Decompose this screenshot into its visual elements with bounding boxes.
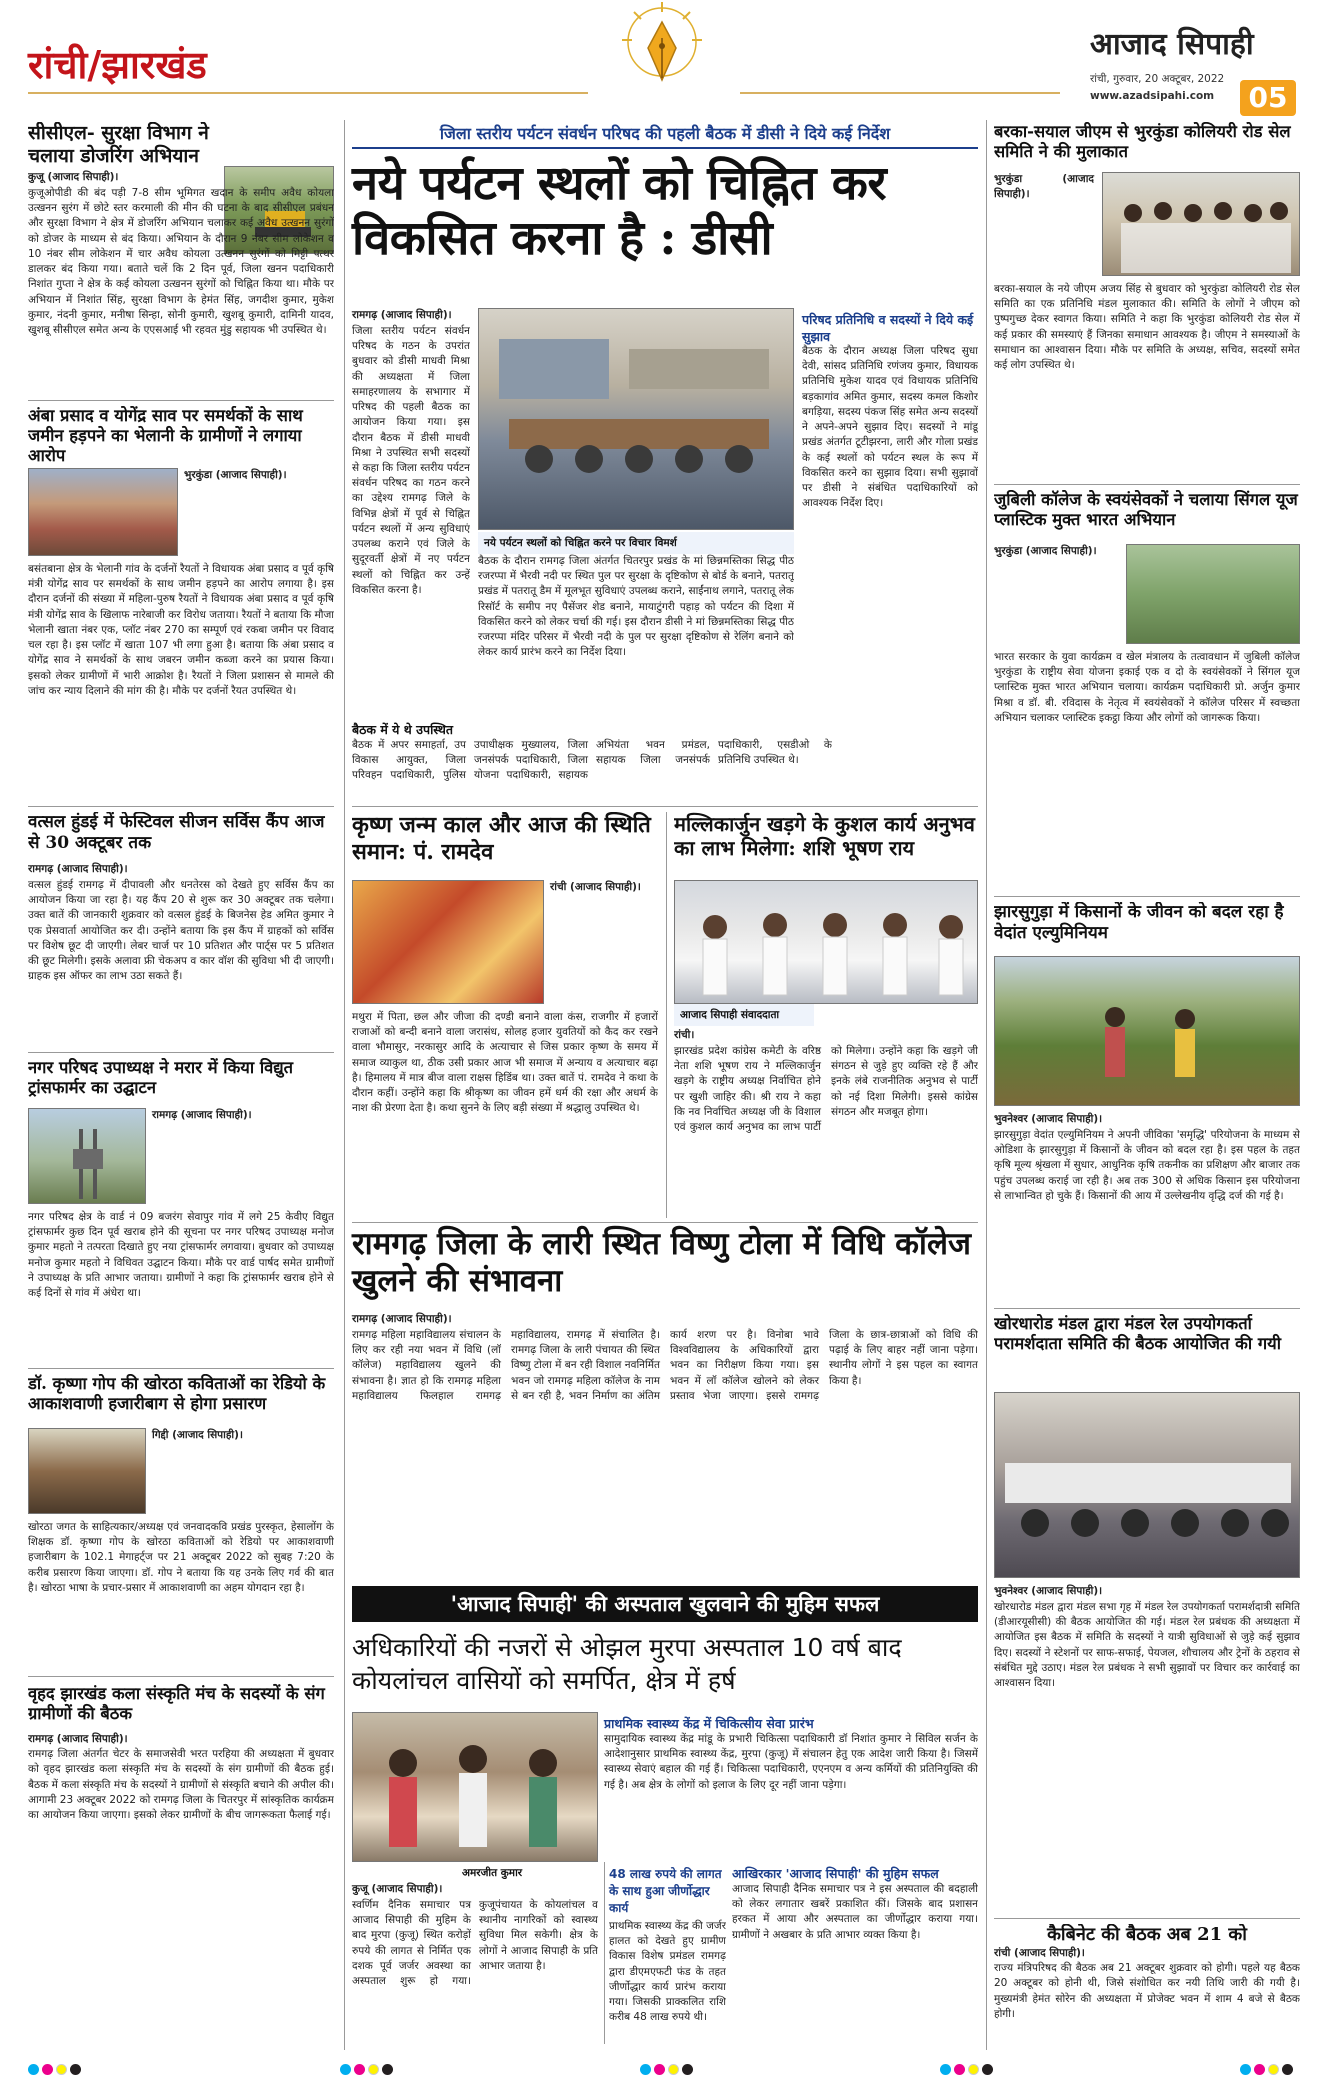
- pandit-photo: [352, 880, 544, 1004]
- pen-nib-logo: [614, 0, 710, 96]
- hospital-dateline: कुजू (आजाद सिपाही)।: [352, 1883, 443, 1895]
- gm-meeting-photo: [1102, 172, 1300, 276]
- article-jubilee: [994, 490, 1300, 890]
- article-text: बसंतबाना क्षेत्र के भेलानी गांव के दर्जनों रैयतों ने विधायक अंबा प्रसाद व पूर्व कृषि मंत्री योगेंद्र साव पर समर्थकों के साथ जमीन हड़पने का आरोप लगाया है। इस दौरान दर्जनों की संख्या में महिला-पुरुष रैयतों ने विधायक अंबा प्रसाद व पूर्व कृषि मंत्री योगेंद्र साव के खिलाफ नारेबाजी कर विरोध जताया। रैयतों ने बताया कि मौजा भेलानी खाता नंबर एक, प्लॉट नंबर 270 का सम्पूर्ण एवं रकबा जमीन पर विवाद चल रहा है। इस प्लॉट में खाता 107 भी लगा हुआ है। बताया कि अंबा प्रसाद व योगेंद्र साव ने समर्थकों के साथ जबरन जमीन कब्जा करने का प्रयास किया। इसको लेकर ग्रामीणों में भारी आक्रोश है। रैयतों ने जिला प्रशासन से मामले की जांच कर न्याय दिलाने की मांग की है। मौके पर दर्जनों रैयत उपस्थित थे।: [28, 563, 334, 697]
- color-dot: [640, 2064, 651, 2075]
- article-text: बरका-सयाल के नये जीएम अजय सिंह से बुधवार को भुरकुंडा कोलियरी रोड सेल समिति का एक प्रतिनिधि मंडल मुलाकात की। समिति के लोगों ने जीएम को पुष्पगुच्छ देकर स्वागत किया। समिति ने कहा कि भुरकुंडा कोलियरी रोड सेल में कई प्रकार की समस्याएं हैं जिनका समाधान आवश्यक है। जीएम ने समस्याओं के समाधान का आश्वासन दिया। मौके पर समिति के अध्यक्ष, सचिव, सदस्यों समेत कई लोग उपस्थित थे।: [994, 283, 1300, 372]
- article-barka-sayal: [994, 122, 1300, 478]
- article-cabinet: [994, 1924, 1300, 2046]
- hospital-byline: अमरजीत कुमार: [462, 1867, 523, 1879]
- masthead-rule-mid: [740, 92, 1060, 94]
- rule: [352, 806, 978, 807]
- rule: [28, 1052, 334, 1053]
- article-dateline: रामगढ़ (आजाद सिपाही)।: [28, 1733, 128, 1745]
- color-dot: [368, 2064, 379, 2075]
- paper-name: आजाद सिपाही: [1090, 27, 1254, 62]
- color-dot: [42, 2064, 53, 2075]
- article-khordha-road: [994, 1314, 1300, 1912]
- article-dateline: रामगढ़ (आजाद सिपाही)।: [28, 863, 128, 875]
- headline-culture: वृहद झारखंड कला संस्कृति मंच के सदस्यों के संग ग्रामीणों की बैठक: [28, 1684, 325, 1724]
- volunteers-photo: [1126, 544, 1300, 644]
- color-dot: [682, 2064, 693, 2075]
- article-dateline: रामगढ़ (आजाद सिपाही)।: [152, 1109, 252, 1121]
- cost-box-body: प्राथमिक स्वास्थ्य केंद्र की जर्जर हालत को देखते हुए ग्रामीण विकास विशेष प्रमंडल रामगढ़ द्वारा डीएमएफटी फंड के तहत जीर्णोद्धार कार्य प्रारंभ कराया गया। जिसकी प्राक्कलित राशि करीब 48 लाख रुपये थी।: [609, 1920, 726, 2024]
- rule: [666, 812, 667, 1218]
- article-vedanta: [994, 902, 1300, 1302]
- rule: [994, 896, 1300, 897]
- article-text: राज्य मंत्रिपरिषद की बैठक अब 21 अक्टूबर शुक्रवार को होगी। पहले यह बैठक 20 अक्टूबर को होनी थी, जिसे संशोधित कर नयी तिथि जारी की गयी है। मुख्यमंत्री हेमंत सोरेन की अध्यक्षता में प्रोजेक्ट भवन में शाम 4 बजे से बैठक होगी।: [994, 1962, 1300, 2020]
- article-dateline: गिद्दी (आजाद सिपाही)।: [152, 1429, 243, 1441]
- article-dateline: भुवनेश्वर (आजाद सिपाही)।: [994, 1113, 1103, 1125]
- headline: कैबिनेट की बैठक अब 21 को: [1047, 1924, 1247, 1945]
- headline: कृष्ण जन्म काल और आज की स्थिति समान: पं. रामदेव: [352, 812, 651, 865]
- color-dot: [1268, 2064, 1279, 2075]
- lead-column-1: जिला स्तरीय पर्यटन संवर्धन परिषद के गठन के उपरांत बुधवार को डीसी माधवी मिश्रा की अध्यक्षता में जिला समाहरणालय के सभागार में परिषद की पहली बैठक का आयोजन किया गया। इस दौरान बैठक में डीसी माधवी मिश्रा ने उपस्थित सभी सदस्यों से कहा कि जिला स्तरीय पर्यटन संवर्धन परिषद का गठन करने का उद्देश्य रामगढ़ जिले के विभिन्न क्षेत्रों में पूर्व से चिह्नित पर्यटन स्थलों में अन्य सुविधाएं उपलब्ध कराने एवं जिले के सुदूरवर्ती क्षेत्रों में नए पर्यटन स्थलों को चिह्नित कर उन्हें विकसित करना है।: [352, 325, 470, 596]
- article-text: खोरधारोड मंडल द्वारा मंडल सभा गृह में मंडल रेल उपयोगकर्ता परामर्शदात्री समिति (डीआरयूसीसी) की बैठक आयोजित की गई। मंडल रेल प्रबंधक की अध्यक्षता में आयोजित इस बैठक में समिति के सदस्यों ने यात्री सुविधाओं से जुड़े कई सुझाव दिए। सदस्यों ने स्टेशनों पर साफ-सफाई, पेयजल, शौचालय और ट्रेनों के ठहराव से संबंधित मुद्दे उठाए। मंडल रेल प्रबंधक ने सभी सुझावों पर विचार कर कार्रवाई का आश्वासन दिया।: [994, 1601, 1300, 1690]
- issue-date: रांची, गुरुवार, 20 अक्टूबर, 2022: [1090, 73, 1225, 85]
- masthead-rule-left: [28, 92, 588, 94]
- article-text: मथुरा में पिता, छल और जीजा की दण्डी बनाने वाला कंस, राजगीर में हजारों राजाओं को बन्दी बनाने वाला जरासंध, सोलह हजार युवतियों को कैद कर रखने वाला भौमासुर, नरकासुर आदि के अत्याचार से जिस प्रकार कृष्ण के समय में समाज व्याकुल था, ठीक उसी प्रकार आज भी समाज में अन्याय व अत्याचार बढ़ा है। हिमालय में मात्र बीज वाला राक्षस हिडिंब था। उक्त बातें पं. रामदेव ने कथा के दौरान कहीं। उन्होंने कहा कि श्रीकृष्ण का जीवन हमें धर्म की रक्षा और अधर्म के नाश की प्रेरणा देता है। कथा सुनने के लिए बड़ी संख्या में श्रद्धालु उपस्थित थे।: [352, 1011, 658, 1115]
- article-culture: [28, 1732, 334, 2047]
- rule: [352, 1222, 978, 1223]
- headline: खोरधारोड मंडल द्वारा मंडल रेल उपयोगकर्ता परामर्शदाता समिति की बैठक आयोजित की गयी: [994, 1314, 1281, 1354]
- center-column: [352, 122, 978, 2047]
- vidhi-dateline: रामगढ़ (आजाद सिपाही)।: [352, 1313, 452, 1325]
- article-text: नगर परिषद क्षेत्र के वार्ड नं 09 बजरंग सेवापुर गांव में लगे 25 केवीए विद्युत ट्रांसफार्मर कुछ दिन पूर्व खराब होने की सूचना पर नगर परिषद उपाध्यक्ष मनोज कुमार महतो ने तत्परता दिखाते हुए नया ट्रांसफार्मर लगवाया। बुधवार को उपाध्यक्ष मनोज कुमार महतो ने विधिवत उद्घाटन किया। मौके पर वार्ड पार्षद समेत ग्रामीणों ने उपाध्यक्ष के प्रति आभार जताया। ग्रामीणों ने कहा कि ट्रांसफार्मर खराब होने से कई दिनों से गांव में अंधेरा था।: [28, 1211, 334, 1300]
- lead-column-1b: बैठक में अपर समाहर्ता, उप विकास आयुक्त, जिला परिवहन पदाधिकारी, पुलिस उपाधीक्षक मुख्यालय, जिला जनसंपर्क पदाधिकारी, जिला योजना पदाधिकारी, सहायक अभियंता भवन प्रमंडल, सहायक जिला जनसंपर्क पदाधिकारी, एसडीओ के प्रतिनिधि उपस्थित थे।: [352, 739, 832, 782]
- article-dateline: भुरकुंडा (आजाद सिपाही)।: [994, 173, 1094, 201]
- registration-marks-mid-2: [640, 2060, 696, 2079]
- headline: अंबा प्रसाद व योगेंद्र साव पर समर्थकों के साथ जमीन हड़पने का भेलानी के ग्रामीणों ने लगाया आरोप: [28, 406, 303, 466]
- lead-kicker: जिला स्तरीय पर्यटन संवर्धन परिषद की पहली बैठक में डीसी ने दिये कई निर्देश: [352, 122, 978, 149]
- headline: वत्सल हुंडई में फेस्टिवल सीजन सर्विस कैंप आज से 30 अक्टूबर तक: [28, 812, 325, 853]
- headline: मल्लिकार्जुन खड़गे के कुशल कार्य अनुभव का लाभ मिलेगा: शशि भूषण राय: [674, 812, 975, 861]
- rule: [28, 1368, 334, 1369]
- article-dateline: रांची (आजाद सिपाही)।: [550, 881, 641, 893]
- cost-box: [604, 1862, 726, 2044]
- headline: सीसीएल- सुरक्षा विभाग ने चलाया डोजरिंग अभियान: [28, 122, 209, 168]
- article-dateline: भुरकुंडा (आजाद सिपाही)।: [994, 545, 1097, 557]
- dateline: कुजू (आजाद सिपाही)।: [28, 171, 119, 183]
- article-dozering: [28, 122, 334, 397]
- rule: [994, 1308, 1300, 1309]
- article-krishna: [352, 812, 658, 1218]
- registration-marks-mid-3: [940, 2060, 996, 2079]
- registration-marks-right: [1240, 2060, 1296, 2079]
- color-dot: [668, 2064, 679, 2075]
- color-dot: [382, 2064, 393, 2075]
- article-text: खोरठा जगत के साहित्यकार/अध्यक्ष एवं जनवादकवि प्रखंड पुरस्कृत, हेसालोंग के शिक्षक डॉ. कृष्णा गोप के खोरठा कविताओं को रेडियो पर आकाशवाणी हजारीबाग के 102.1 मेगाहर्ट्ज पर 21 अक्टूबर 2022 को सुबह 7:20 के करीब प्रसारण किया जाएगा। डॉ. गोप ने बताया कि यह उनके लिए गर्व की बात है। खोरठा भाषा के प्रचार-प्रसार में आकाशवाणी का अहम योगदान रहा है।: [28, 1521, 334, 1594]
- rule: [994, 484, 1300, 485]
- article-dateline: भुवनेश्वर (आजाद सिपाही)।: [994, 1585, 1103, 1597]
- hospital-body-3: आजाद सिपाही दैनिक समाचार पत्र ने इस अस्पताल की बदहाली को लेकर लगातार खबरें प्रकाशित कीं। जिसके बाद प्रशासन हरकत में आया और अस्पताल का जीर्णोद्धार कराया गया। ग्रामीणों ने अखबार के प्रति आभार व्यक्त किया है।: [732, 1883, 978, 1941]
- hospital-body-1: स्वर्णिम दैनिक समाचार पत्र आजाद सिपाही की मुहिम के बाद मुरपा (कुजू) स्थित करोड़ों रुपये की लागत से निर्मित एक दशक पूर्व जर्जर अवस्था का अस्पताल शुरू हो गया। कुजूपंचायत के कोयलांचल व स्थानीय नागरिकों को स्वास्थ्य सुविधा मिल सकेगी। क्षेत्र के लोगों ने आजाद सिपाही के प्रति आभार जताया है।: [352, 1899, 598, 1988]
- article-transformer: [28, 1058, 334, 1363]
- meeting-photo: [478, 308, 794, 530]
- headline: नगर परिषद उपाध्यक्ष ने मरार में किया विद्युत ट्रांसफार्मर का उद्घाटन: [28, 1058, 294, 1098]
- col-rule-2: [986, 120, 987, 2050]
- article-land-grab: [28, 406, 334, 801]
- article-text: वत्सल हुंडई रामगढ़ में दीपावली और धनतेरस को देखते हुए सर्विस कैंप का आयोजन किया जा रहा है। यह कैंप 20 से शुरू कर 30 अक्टूबर तक चलेगा। उक्त बातें की जानकारी शुक्रवार को वत्सल हुंडई के बिजनेस हेड अमित कुमार ने एक प्रेसवार्ता आयोजित कर दी। उन्होंने बताया कि इस कैंप में ग्राहकों को सर्विस पर विशेष छूट दी जाएगी। लेबर चार्ज पर 10 प्रतिशत और पार्ट्स पर 5 प्रतिशत की छूट मिलेगी। इसके अलावा फ्री चेकअप व कार वॉश की सुविधा भी दी जाएगी। ग्राहक इस ऑफर का लाभ उठा सकते हैं।: [28, 879, 334, 983]
- rail-meeting-photo: [994, 1392, 1300, 1578]
- color-dot: [954, 2064, 965, 2075]
- lead-column-3: बैठक के दौरान अध्यक्ष जिला परिषद सुधा देवी, सांसद प्रतिनिधि रणंजय कुमार, विधायक प्रतिनिधि मुकेश यादव एवं विधायक प्रतिनिधि बड़कागांव अमित कुमार, सदस्य कमल किशोर बगड़िया, सदस्य पंकज सिंह समेत अन्य सदस्यों ने अपने-अपने सुझाव दिए। सदस्यों ने मांडू प्रखंड अंतर्गत टूटीझरना, लारी और गोला प्रखंड के कई स्थलों को पर्यटन स्थल के रूप में विकसित करने का सुझाव दिया। सभी सुझावों पर डीसी ने संबंधित पदाधिकारियों को आवश्यक निर्देश दिए।: [802, 345, 978, 510]
- color-dot: [340, 2064, 351, 2075]
- hospital-subhead-1: प्राथमिक स्वास्थ्य केंद्र में चिकित्सीय सेवा प्रारंभ: [604, 1716, 814, 1731]
- cost-box-headline: 48 लाख रुपये की लागत के साथ हुआ जीर्णोद्धार कार्य: [609, 1867, 722, 1915]
- hospital-subhead-2: आखिरकार 'आजाद सिपाही' की मुहिम सफल: [732, 1866, 939, 1881]
- leaders-caption: आजाद सिपाही संवाददाता: [674, 1004, 814, 1026]
- article-dateline: रांची (आजाद सिपाही)।: [994, 1946, 1085, 1959]
- rule: [28, 400, 334, 401]
- headline: जुबिली कॉलेज के स्वयंसेवकों ने चलाया सिंगल यूज प्लास्टिक मुक्त भारत अभियान: [994, 490, 1298, 530]
- lead-headline: नये पर्यटन स्थलों को चिह्नित कर विकसित करना है : डीसी: [352, 156, 887, 267]
- lead-subhead-2: परिषद प्रतिनिधि व सदस्यों ने दिये कई सुझाव: [802, 312, 974, 344]
- color-dot: [1240, 2064, 1251, 2075]
- hospital-body-2: सामुदायिक स्वास्थ्य केंद्र मांडू के प्रभारी चिकित्सा पदाधिकारी डॉ निशांत कुमार ने सिविल सर्जन के आदेशानुसार प्राथमिक स्वास्थ्य केंद्र, मुरपा (कुजू) में संचालन हेतु एक आदेश जारी किया है। जिसमें स्वास्थ्य सेवाएं बहाल की गई हैं। चिकित्सा पदाधिकारी, एएनएम व अन्य कर्मियों की प्रतिनियुक्ति की गई है। अब क्षेत्र के लोगों को इलाज के लिए दूर नहीं जाना पड़ेगा।: [604, 1733, 978, 1791]
- hospital-staff-photo: [352, 1712, 598, 1862]
- article-dateline: रांची।: [674, 1029, 695, 1041]
- registration-marks-left: [28, 2060, 84, 2079]
- rule: [994, 1918, 1300, 1919]
- left-column: [28, 122, 334, 2047]
- article-text: झारसुगुड़ा वेदांत एल्युमिनियम ने अपनी जीविका 'समृद्धि' परियोजना के माध्यम से ओडिशा के झारसुगुड़ा में किसानों के जीवन को बदल रहा है। इस पहल के तहत कृषि मूल्य श्रृंखला में सुधार, आधुनिक कृषि तकनीक का प्रशिक्षण और बाजार तक पहुंच उपलब्ध कराई जा रही है। अब तक 300 से अधिक किसान इस परियोजना से लाभान्वित हो चुके हैं। किसानों की आय में उल्लेखनीय वृद्धि दर्ज की गई है।: [994, 1129, 1300, 1202]
- lead-dateline: रामगढ़ (आजाद सिपाही)।: [352, 309, 452, 321]
- section-title: रांची/झारखंड: [28, 42, 207, 87]
- color-dot: [654, 2064, 665, 2075]
- color-dot: [56, 2064, 67, 2075]
- article-text: रामगढ़ जिला अंतर्गत चेटर के समाजसेवी भरत परहिया की अध्यक्षता में बुधवार को वृहद झारखंड कला संस्कृति मंच के सदस्यों के संग ग्रामीणों की बैठक हुई। बैठक में कला संस्कृति मंच के सदस्यों ने ग्रामीणों से संस्कृति बचाने की अपील की। आगामी 23 अक्टूबर 2022 को रामगढ़ जिला के चितरपुर में सांस्कृतिक कार्यक्रम का आयोजन किया जाएगा। इसको लेकर ग्रामीणों के बीच जागरूकता फैलाई गई।: [28, 1748, 334, 1822]
- hospital-headline: अधिकारियों की नजरों से ओझल मुरपा अस्पताल 10 वर्ष बाद कोयलांचल वासियों को समर्पित, क्षेत्र में हर्ष: [352, 1633, 902, 1695]
- color-dot: [940, 2064, 951, 2075]
- campaign-band-text: 'आजाद सिपाही' की अस्पताल खुलवाने की मुहिम सफल: [450, 1591, 880, 1616]
- article-text: कुजूओपीडी की बंद पड़ी 7-8 सीम भूमिगत खदान के समीप अवैध कोयला उत्खनन सुरंग में छोटे स्तर करमाली की मीन की घटना के बाद सीसीएल प्रबंधन और सुरक्षा विभाग ने क्षेत्र में डोजरिंग अभियान चलाकर कई अवैध उत्खनन सुरंगों को डोजर के माध्यम से बंद किया। अभियान के दौरान 9 नंबर सीम लोकेशन व 10 नंबर सीम लोकेशन में चार अवैध कोयला उत्खनन सुरंगों को मिट्टी पत्थर डालकर बंद किया गया। बताते चलें कि 2 दिन पूर्व, जिला खनन पदाधिकारी निशांत गुप्ता ने क्षेत्र के कई कोयला उत्खनन सुरंगों को चिह्नित किया था। मौके पर अभियान में निशांत सिंह, सुरक्षा विभाग के हेमंत सिंह, जगदीश कुमार, मुकेश कुमार, नंदनी कुमार, मनीषा सिन्हा, सोनी कुमारी, खुशबू कुमारी, दामिनी यादव, खुशबू सीसीएल समेत अन्य के एएसआई भी रहवत मुंडु सहायक भी उपस्थित थे।: [28, 187, 334, 336]
- color-dot: [28, 2064, 39, 2075]
- article-text: भारत सरकार के युवा कार्यक्रम व खेल मंत्रालय के तत्वावधान में जुबिली कॉलेज भुरकुंडा के राष्ट्रीय सेवा योजना इकाई एक व दो के स्वयंसेवकों ने सिंगल यूज प्लास्टिक मुक्त भारत अभियान चलाया। कार्यक्रम पदाधिकारी प्रो. अर्जुन कुमार मिश्रा व डॉ. बी. रविदास के नेतृत्व में स्वयंसेवकों ने कॉलेज परिसर में स्वच्छता अभियान चलाकर प्लास्टिक इकट्ठा किया और लोगों को जागरूक किया।: [994, 651, 1300, 724]
- transformer-photo: [28, 1108, 146, 1204]
- headline: बरका-सयाल जीएम से भुरकुंडा कोलियरी रोड सेल समिति ने की मुलाकात: [994, 122, 1291, 162]
- right-column: [994, 122, 1300, 2047]
- lead-column-2: बैठक के दौरान रामगढ़ जिला अंतर्गत चितरपुर प्रखंड के मां छिन्नमस्तिका सिद्ध पीठ रजरप्पा में भैरवी नदी पर स्थित पुल पर सुरक्षा के दृष्टिकोण से बोर्ड के बनाने, पतरातू प्रखंड में पतरातू डैम में मूलभूत सुविधाएं उपलब्ध कराने, साईंनाथ लगाने, पतरातू लेक रिसॉर्ट के समीप नए पैसेंजर शेड बनाने, मायाटुंगरी पहाड़ को पर्यटन की दिशा में विकसित करने को लेकर चर्चा की गई। इस दौरान डीसी ने मां छिन्नमस्तिका सिद्ध पीठ रजरप्पा मंदिर परिसर में भैरवी नदी के पुल पर सुरक्षा दृष्टिकोण से रेलिंग बनाने को लेकर कार्य प्रारंभ करने का निर्देश दिया।: [478, 555, 794, 659]
- farmers-photo: [994, 956, 1300, 1106]
- color-dot: [968, 2064, 979, 2075]
- article-hyundai: [28, 812, 334, 1047]
- masthead: [0, 0, 1325, 120]
- col-rule-1: [344, 120, 345, 2050]
- lead-photo-caption: नये पर्यटन स्थलों को चिह्नित करने पर विचार विमर्श: [478, 532, 794, 554]
- registration-marks-mid-1: [340, 2060, 396, 2079]
- leaders-photo: [674, 880, 978, 1004]
- rule: [28, 1676, 334, 1677]
- color-dot: [354, 2064, 365, 2075]
- headline: झारसुगुड़ा में किसानों के जीवन को बदल रहा है वेदांत एल्युमिनियम: [994, 902, 1284, 943]
- protest-photo: [28, 468, 178, 556]
- color-dot: [1282, 2064, 1293, 2075]
- page-number: 05: [1248, 81, 1288, 114]
- color-dot: [70, 2064, 81, 2075]
- color-dot: [982, 2064, 993, 2075]
- lead-subhead-1: बैठक में ये थे उपस्थित: [352, 722, 454, 737]
- vidhi-body: रामगढ़ महिला महाविद्यालय संचालन के लिए कर रही नया भवन में विधि (लॉ कॉलेज) महाविद्यालय खुलने की संभावना है। ज्ञात हो कि रामगढ़ महिला महाविद्यालय फिलहाल रामगढ़ महाविद्यालय, रामगढ़ में संचालित है। रामगढ़ जिला के लारी पंचायत की स्थित विष्णु टोला में बन रही विशाल नवनिर्मित भवन जो रामगढ़ महिला कॉलेज के नाम से बन रही है, भवन निर्माण का अंतिम कार्य शरण पर है। विनोबा भावे विश्वविद्यालय के अधिकारियों द्वारा भवन का निरीक्षण किया गया। इस भवन में लॉ कॉलेज खोलने को लेकर प्रस्ताव भेजा जाएगा। इससे रामगढ़ जिला के छात्र-छात्राओं को विधि की पढ़ाई के लिए बाहर नहीं जाना पड़ेगा। स्थानीय लोगों ने इस पहल का स्वागत किया है।: [352, 1329, 978, 1402]
- article-dateline: भुरकुंडा (आजाद सिपाही)।: [184, 469, 287, 481]
- rule: [28, 806, 334, 807]
- article-kharge: [674, 812, 978, 1218]
- headline: डॉ. कृष्णा गोप की खोरठा कविताओं का रेडियो के आकाशवाणी हजारीबाग से होगा प्रसारण: [28, 1374, 326, 1414]
- color-dot: [1254, 2064, 1265, 2075]
- website: www.azadsipahi.com: [1090, 90, 1215, 102]
- vidhi-headline: रामगढ़ जिला के लारी स्थित विष्णु टोला में विधि कॉलेज खुलने की संभावना: [352, 1226, 971, 1300]
- poet-photo: [28, 1428, 146, 1514]
- article-text: झारखंड प्रदेश कांग्रेस कमेटी के वरिष्ठ नेता शशि भूषण राय ने मल्लिकार्जुन खड़गे के राष्ट्रीय अध्यक्ष निर्वाचित होने पर खुशी जाहिर की। श्री राय ने कहा कि नव निर्वाचित अध्यक्ष जी के विशाल एवं कुशल कार्य अनुभव का लाभ पार्टी को मिलेगा। उन्होंने कहा कि खड़गे जी संगठन से जुड़े हुए व्यक्ति रहे हैं और इनके लंबे राजनीतिक अनुभव से पार्टी को नई दिशा मिलेगी। इससे कांग्रेस संगठन और मजबूत होगा।: [674, 1045, 978, 1134]
